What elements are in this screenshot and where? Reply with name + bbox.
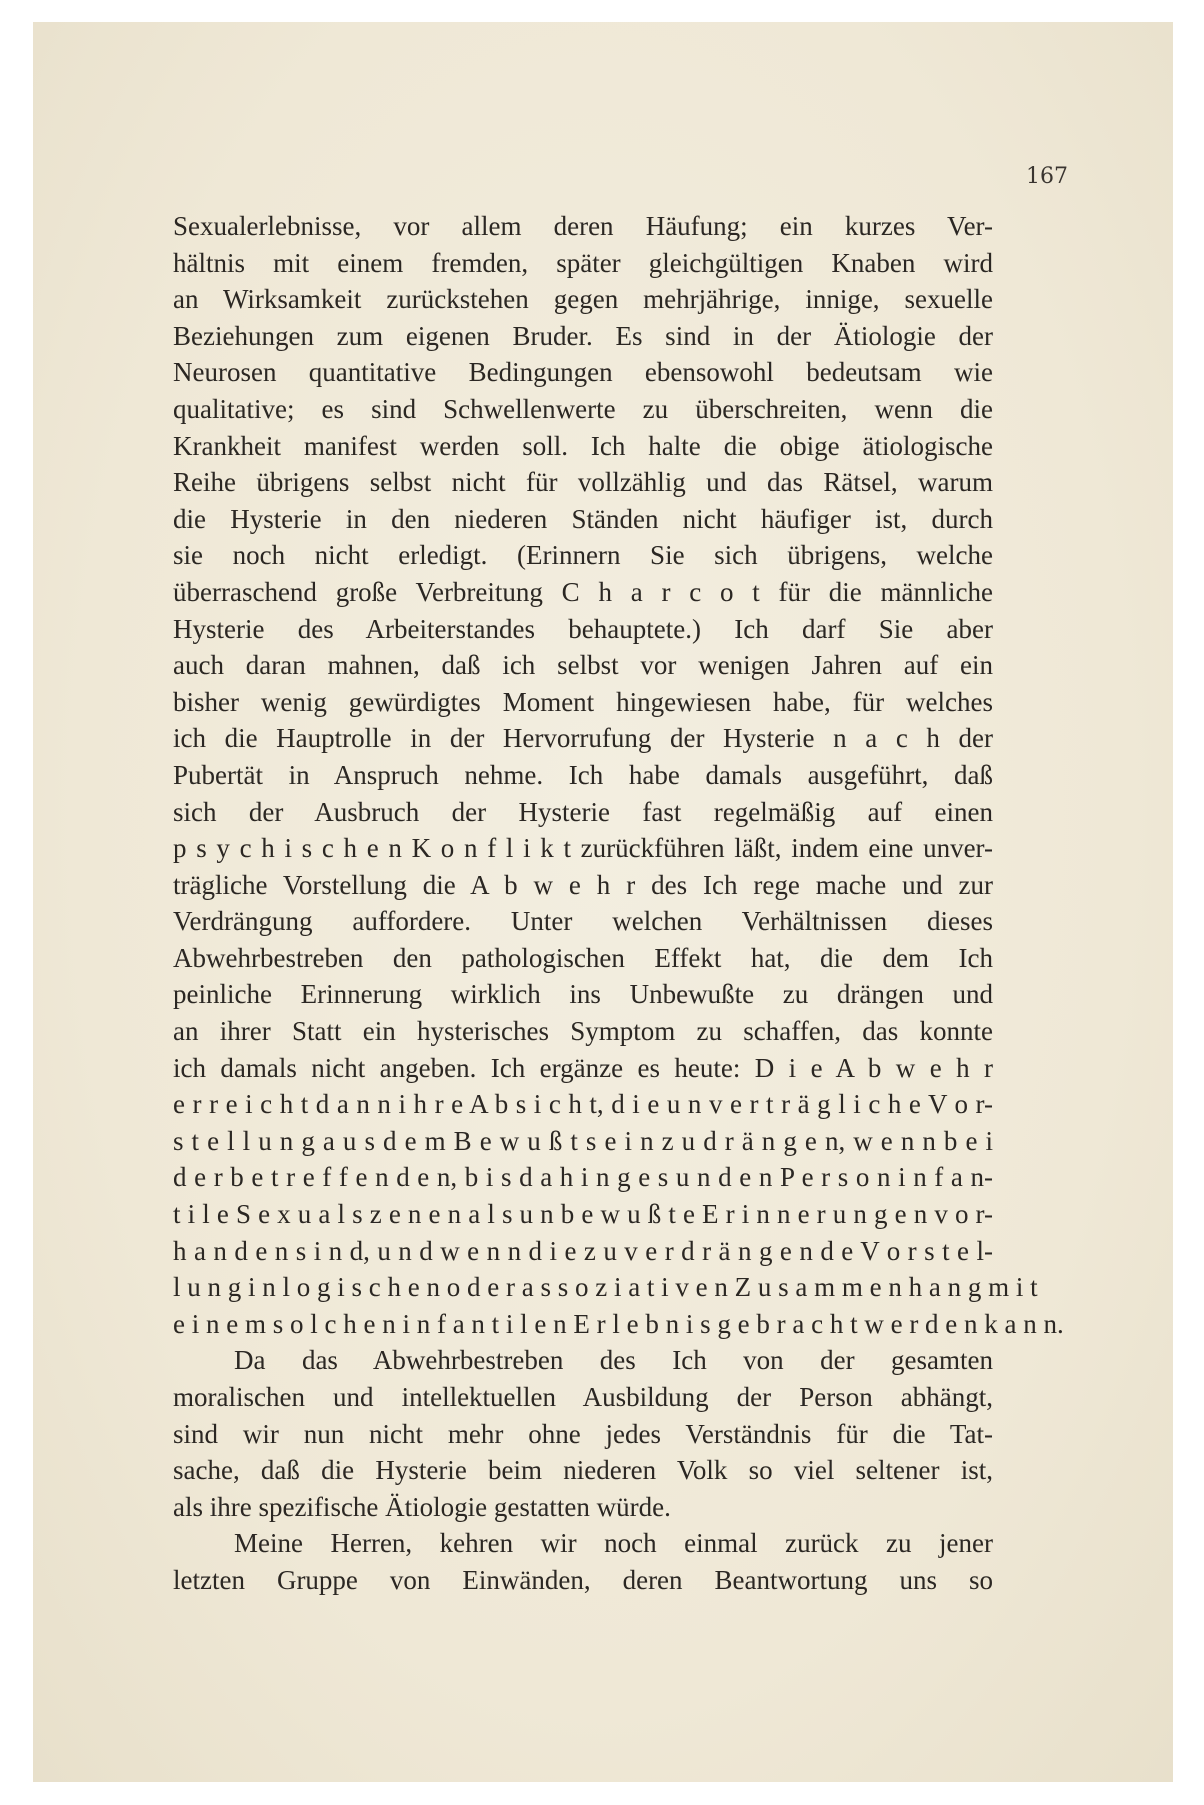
text-line: trägliche Vorstellung die A b w e h r des Ich rege mache und zur (173, 869, 993, 900)
text-line: die Hysterie in den niederen Ständen nicht häufiger ist, durch (173, 503, 993, 534)
text-line: Neurosen quantitative Bedingungen ebensowohl bedeutsam wie (173, 357, 993, 388)
text-line: hältnis mit einem fremden, später gleichgültigen Knaben wird (173, 247, 993, 278)
text-line: Meine Herren, kehren wir noch einmal zurück zu jener (234, 1528, 993, 1559)
text-line: Pubertät in Anspruch nehme. Ich habe damals ausgeführt, daß (173, 759, 993, 790)
text-line: moralischen und intellektuellen Ausbildung der Person abhängt, (173, 1382, 993, 1412)
text-line: Da das Abwehrbestreben des Ich von der gesamten (234, 1345, 993, 1376)
text-line: peinliche Erinnerung wirklich ins Unbewußte zu drängen und (173, 979, 993, 1010)
text-line: auch daran mahnen, daß ich selbst vor wenigen Jahren auf ein (173, 650, 993, 681)
book-page (33, 22, 1173, 1782)
text-line: e r r e i c h t d a n n i h r e A b s i c h t, d i e u n v e r t r ä g l i c h e V o r- (173, 1089, 993, 1120)
text-line: h a n d e n s i n d, u n d w e n n d i e z u v e r d r ä n g e n d e V o r s t e l- (173, 1235, 993, 1266)
text-line: an ihrer Statt ein hysterisches Symptom zu schaffen, das konnte (173, 1016, 993, 1047)
text-line: sache, daß die Hysterie beim niederen Volk so viel seltener ist, (173, 1455, 993, 1486)
text-line: ich damals nicht angeben. Ich ergänze es heute: D i e A b w e h r (173, 1052, 993, 1083)
text-line: d e r b e t r e f f e n d e n, b i s d a h i n g e s u n d e n P e r s o n i n f a n- (173, 1162, 993, 1193)
text-line: s t e l l u n g a u s d e m B e w u ß t s e i n z u d r ä n g e n, w e n n b e i (173, 1125, 993, 1156)
text-line: e i n e m s o l c h e n i n f a n t i l e n E r l e b n i s g e b r a c h t w e r d e n k a n n. (173, 1308, 1064, 1339)
text-line: an Wirksamkeit zurückstehen gegen mehrjährige, innige, sexuelle (173, 284, 993, 315)
text-line: letzten Gruppe von Einwänden, deren Beantwortung uns so (173, 1564, 993, 1595)
page-number: 167 (1026, 164, 1068, 189)
text-line: t i l e S e x u a l s z e n e n a l s u n b e w u ß t e E r i n n e r u n g e n v o r- (173, 1199, 993, 1230)
text-line: Krankheit manifest werden soll. Ich halte die obige ätiologische (173, 430, 993, 461)
text-line: bisher wenig gewürdigtes Moment hingewiesen habe, für welches (173, 686, 993, 717)
text-line: l u n g i n l o g i s c h e n o d e r a s s o z i a t i v e n Z u s a m m e n h a n g m i t (173, 1272, 1038, 1303)
text-line: Reihe übrigens selbst nicht für vollzählig und das Rätsel, warum (173, 467, 993, 498)
text-line: Beziehungen zum eigenen Bruder. Es sind in der Ätiologie der (173, 320, 993, 351)
text-line: Verdrängung auffordere. Unter welchen Verhältnissen dieses (173, 906, 993, 937)
text-line: sich der Ausbruch der Hysterie fast regelmäßig auf einen (173, 796, 993, 827)
text-line: als ihre spezifische Ätiologie gestatten würde. (173, 1491, 671, 1522)
text-line: überraschend große Verbreitung C h a r c o t für die männliche (173, 576, 993, 607)
text-line: ich die Hauptrolle in der Hervorrufung der Hysterie n a c h der (173, 723, 993, 754)
text-line: qualitative; es sind Schwellenwerte zu überschreiten, wenn die (173, 393, 993, 424)
text-line: Hysterie des Arbeiterstandes behauptete.) Ich darf Sie aber (173, 613, 993, 644)
text-line: Sexualerlebnisse, vor allem deren Häufung; ein kurzes Ver- (173, 211, 993, 241)
text-line: sie noch nicht erledigt. (Erinnern Sie sich übrigens, welche (173, 540, 993, 571)
text-line: Abwehrbestreben den pathologischen Effekt hat, die dem Ich (173, 942, 993, 973)
text-line: p s y c h i s c h e n K o n f l i k t zurückführen läßt, indem eine unver- (173, 833, 993, 864)
body-text (173, 208, 1064, 1599)
text-line: sind wir nun nicht mehr ohne jedes Verständnis für die Tat- (173, 1418, 993, 1449)
